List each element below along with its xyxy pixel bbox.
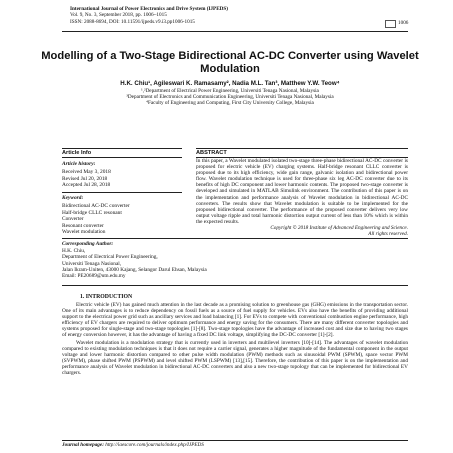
footer-url[interactable]: http://iaescore.com/journals/index.php/IJPEDS: [105, 442, 204, 448]
introduction-body: [62, 302, 408, 377]
article-history: [62, 161, 182, 189]
corresponding-line: Department of Electrical Power Engineering,: [62, 254, 158, 261]
corresponding-heading: Corresponding Author:: [62, 241, 114, 247]
footer-label: Journal homepage:: [62, 442, 104, 448]
abstract-heading: ABSTRACT: [196, 150, 227, 156]
intro-paragraph-2: Wavelet modulation is a modulation strategy that is currently used in inverters and multilevel inverters [10]-[14]. The advantages of wavelet modulation compared to existing modulation techniques is that it does not require a carrier signal, generates a higher magnitude of the fundamental component in the output voltage and lower harmonic distortion compared to other pulse width modulation (PWM) methods such as sinusoidal PWM (SPWM), space vector PWM (SVPWM), phase shifted PWM (PSPWM) and level shifted PWM (LSPWM) [13],[15]. Therefore, the contribution of this paper is on the implementation and performance analysis of Wavelet modulation in bidirectional AC-DC converters and also a new two-stage topology that can be implemented for bidirectional EV chargers.: [62, 339, 408, 377]
paper-authors: H.K. Chiu¹, Agileswari K. Ramasamy², Nadia M.L. Tan³, Matthew Y.W. Teow⁴: [120, 80, 340, 87]
journal-logo-icon: [385, 20, 396, 28]
corresponding-email: Email: PE20689@utn.edu.my: [62, 273, 126, 280]
journal-issn: ISSN: 2088-8694, DOI: 10.11591/ijpeds.v9.i3.pp1006-1015: [70, 18, 195, 25]
corresponding-line: H.K. Chiu,: [62, 248, 86, 255]
corresponding-line: Jalan Ikram-Uniten, 43000 Kajang, Selangor Darul Ehsan, Malaysia: [62, 266, 207, 273]
header-rule: [62, 31, 408, 32]
journal-name: International Journal of Power Electronics and Drive System (IJPEDS): [70, 6, 229, 12]
info-head-rule: [62, 157, 182, 158]
info-top-rule: [62, 148, 182, 149]
history-accepted: Accepted Jul 28, 2018: [62, 182, 111, 189]
page-number: 1006: [398, 20, 409, 26]
abstract-text: In this paper, a Wavelet modulated isolated two-stage three-phase bidirectional AC-DC converter is proposed for electric vehicle (EV) charging systems. Half-bridge resonant CLLC converter is proposed due to its high efficiency, wide gain range, galvanic isolation and bidirectional power flow. Wavelet modulation technique is used for three-phase six leg AC-DC converter due to its benefits of high DC component and lower harmonic contents. The proposed two-stage converter is developed and simulated in MATLAB Simulink environment. The contribution of this paper is on the implementation and performance analysis of Wavelet modulation in bidirectional AC-DC converters. The results show that Wavelet modulation is suitable to be implemented for the proposed bidirectional converter. The performance of the proposed converter delivers very low output voltage ripple and total harmonic distortion output current of less than 10% which is within the expected results.: [196, 158, 408, 225]
affiliation-2: ³Department of Electronics and Communication Engineering, Universiti Tenaga Nasional, Malaysia: [126, 94, 334, 101]
keyword-item: Wavelet modulation: [62, 229, 106, 236]
article-info-heading: Article Info: [62, 150, 92, 156]
history-heading: Article history:: [62, 161, 96, 167]
info-bottom-rule: [62, 238, 408, 239]
corresponding-line: Universiti Tenaga Nasional,: [62, 260, 122, 267]
history-received: Received May 3, 2018: [62, 169, 111, 176]
corresponding-rule: [62, 285, 408, 286]
keyword-item: Half-bridge CLLC resonant: [62, 209, 122, 216]
journal-header: [70, 6, 410, 25]
corresponding-author: [62, 241, 362, 279]
introduction-heading: 1. INTRODUCTION: [80, 294, 133, 300]
keyword-item: Converter: [62, 216, 84, 223]
keyword-item: Resonant converter: [62, 222, 104, 229]
abstract-top-rule: [196, 148, 408, 149]
info-mid-rule: [62, 192, 182, 193]
copyright: [196, 225, 408, 237]
footer-rule: [62, 440, 408, 441]
paper-title: Modelling of a Two-Stage Bidirectional AC-DC Converter using Wavelet Modulation: [41, 50, 419, 75]
keyword-item: Bidirectional AC-DC converter: [62, 203, 130, 210]
keywords-block: [62, 195, 182, 235]
affiliation-3: ⁴Faculty of Engineering and Computing, First City University College, Malaysia: [146, 100, 314, 107]
copyright-line-1: Copyright © 2018 Institute of Advanced Engineering and Science.: [270, 225, 408, 231]
affiliation-1: ¹,²Department of Electrical Power Engineering, Universiti Tenaga Nasional, Malaysia: [141, 88, 319, 94]
intro-paragraph-1: Electric vehicle (EV) has gained much attention in the last decade as a promising solution to greenhouse gas (GHG) emissions in the transportation sector. One of its main advantages is to reduce dependency on fossil fuels as a source of fuel supply for vehicles. EVs also have the benefits of providing additional support to the electrical power grid such as ancillary services and load balancing [1]. For EVs to compete with conventional combustion engine performance, high efficiency of EV chargers are required to deliver optimum performance and energy saving for the consumers. There are many different converter topologies and systems proposed for single-stage and two-stage topologies [1]-[8]. Two-stage topologies have the advantage of increased cost and size due to having two stages of energy conversion however, it has the advantage of having a fixed DC link voltage, simplifying the DC-DC converter [1]-[2].: [62, 302, 408, 339]
history-revised: Revised Jul 20, 2018: [62, 175, 108, 182]
journal-volume: Vol. 9, No. 3, September 2018, pp. 1006~1015: [70, 12, 167, 19]
keyword-heading: Keyword:: [62, 195, 84, 201]
journal-footer: [62, 442, 408, 448]
affiliations: [40, 88, 420, 107]
copyright-line-2: All rights reserved.: [368, 231, 408, 237]
